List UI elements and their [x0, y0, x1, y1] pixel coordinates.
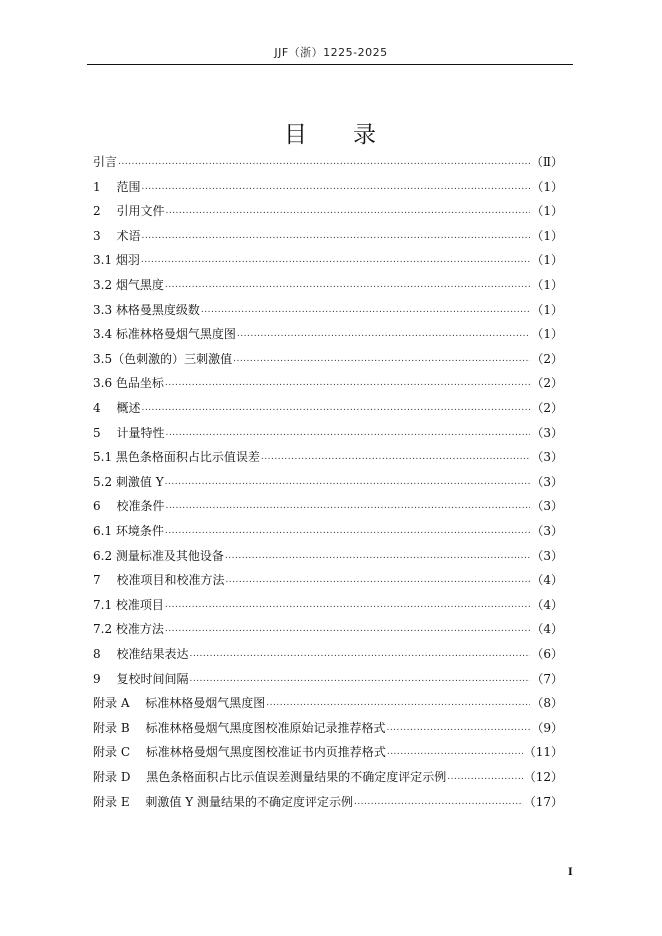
toc-entry-page: （1）	[531, 179, 563, 194]
toc-entry-label: 3.6 色品坐标	[93, 376, 164, 391]
toc-entry-label: 8 校准结果表达	[93, 647, 189, 661]
toc-entry-page: （Ⅱ）	[530, 155, 563, 169]
title-char-2: 录	[353, 122, 378, 148]
toc-leader-dots	[165, 373, 530, 393]
toc-entry-page: （11）	[523, 745, 563, 760]
toc-leader-dots	[165, 275, 530, 295]
toc-entry-label: 6.2 测量标准及其他设备	[93, 548, 224, 563]
toc-entry-page: （8）	[531, 696, 563, 711]
toc-entry[interactable]	[93, 177, 563, 197]
toc-entry[interactable]	[93, 570, 563, 590]
toc-entry[interactable]	[93, 792, 563, 812]
toc-entry[interactable]	[93, 669, 563, 689]
toc-leader-dots	[201, 300, 530, 320]
toc-entry[interactable]	[93, 718, 563, 738]
toc-leader-dots	[233, 349, 530, 369]
toc-entry-label: 2 引用文件	[93, 204, 165, 219]
toc-entry[interactable]	[93, 472, 563, 492]
toc-entry-label: 3.2 烟气黑度	[93, 278, 164, 292]
toc-leader-dots	[165, 521, 530, 541]
toc-entry[interactable]	[93, 521, 563, 541]
toc-entry[interactable]	[93, 619, 563, 639]
toc-leader-dots	[237, 324, 530, 344]
toc-leader-dots	[165, 496, 530, 516]
toc-entry-page: （4）	[531, 622, 563, 637]
toc-entry-label: 3.4 标准林格曼烟气黑度图	[93, 327, 236, 342]
toc-entry-label: 5 计量特性	[93, 425, 165, 440]
toc-leader-dots	[261, 447, 530, 467]
toc-entry[interactable]	[93, 398, 563, 418]
toc-entry[interactable]	[93, 373, 563, 393]
toc-leader-dots	[141, 398, 530, 418]
toc-entry-page: （2）	[531, 351, 563, 366]
toc-entry-page: （1）	[531, 327, 563, 342]
toc-entry-page: （4）	[531, 573, 563, 588]
toc-entry-page: （6）	[531, 647, 563, 661]
toc-leader-dots	[189, 644, 530, 664]
toc-entry-label: 9 复校时间间隔	[93, 671, 189, 686]
toc-entry[interactable]	[93, 275, 563, 295]
toc-entry[interactable]	[93, 767, 563, 787]
toc-entry-label: 6 校准条件	[93, 499, 165, 514]
toc-entry-page: （3）	[531, 474, 563, 489]
toc-entry-label: 6.1 环境条件	[93, 524, 164, 538]
toc-entry[interactable]	[93, 595, 563, 615]
header-divider	[87, 64, 573, 65]
toc-entry-label: 3.3 林格曼黑度级数	[93, 302, 200, 317]
toc-entry-page: （3）	[531, 524, 563, 538]
toc-entry-label: 7.2 校准方法	[93, 622, 164, 637]
toc-entry-page: （1）	[531, 204, 563, 219]
toc-entry-label: 7.1 校准项目	[93, 597, 164, 612]
toc-entry-page: （1）	[531, 228, 563, 243]
toc-entry-label: 3.5（色刺激的）三刺激值	[93, 351, 233, 366]
toc-leader-dots	[165, 595, 530, 615]
toc-entry-label: 4 概述	[93, 401, 141, 415]
toc-leader-dots	[225, 570, 530, 590]
toc-entry[interactable]	[93, 447, 563, 467]
toc-leader-dots	[165, 472, 531, 492]
toc-entry-page: （7）	[531, 671, 563, 686]
toc-entry-page: （2）	[531, 376, 563, 391]
toc-entry[interactable]	[93, 300, 563, 320]
toc-entry-label: 附录 B 标准林格曼烟气黑度图校准原始记录推荐格式	[93, 720, 386, 735]
toc-entry-page: （17）	[523, 794, 563, 809]
toc-leader-dots	[141, 226, 530, 246]
toc-entry-page: （3）	[531, 499, 563, 514]
toc-leader-dots	[387, 742, 523, 762]
document-code-header: JJF（浙）1225-2025	[274, 46, 388, 59]
toc-entry-label: 附录 D 黑色条格面积占比示值误差测量结果的不确定度评定示例	[93, 770, 447, 784]
toc-leader-dots	[141, 177, 530, 197]
toc-leader-dots	[266, 693, 530, 713]
toc-entry-label: 5.1 黑色条格面积占比示值误差	[93, 450, 260, 465]
toc-entry-label: 附录 E 刺激值 Y 测量结果的不确定度评定示例	[93, 794, 353, 809]
page-number: I	[568, 867, 573, 878]
toc-leader-dots	[118, 152, 530, 172]
toc-entry[interactable]	[93, 201, 563, 221]
page-title	[0, 116, 662, 149]
toc-entry[interactable]	[93, 324, 563, 344]
toc-entry-page: （1）	[531, 253, 563, 268]
toc-entry[interactable]	[93, 226, 563, 246]
toc-entry[interactable]	[93, 742, 563, 762]
toc-leader-dots	[354, 792, 523, 812]
toc-entry[interactable]	[93, 349, 563, 369]
toc-entry-label: 3.1 烟羽	[93, 253, 140, 268]
toc-leader-dots	[189, 669, 530, 689]
toc-entry-page: （12）	[523, 770, 563, 784]
toc-leader-dots	[165, 201, 530, 221]
toc-entry-label: 1 范围	[93, 179, 141, 194]
toc-entry[interactable]	[93, 423, 563, 443]
toc-leader-dots	[165, 423, 530, 443]
toc-entry-page: （3）	[531, 548, 563, 563]
toc-entry[interactable]	[93, 152, 563, 172]
toc-entry-page: （1）	[531, 302, 563, 317]
toc-entry-label: 5.2 刺激值 Y	[93, 474, 164, 489]
toc-leader-dots	[165, 619, 530, 639]
toc-entry-label: 引言	[93, 155, 118, 169]
toc-entry-page: （9）	[531, 720, 563, 735]
toc-entry-page: （3）	[531, 450, 563, 465]
toc-leader-dots	[225, 546, 530, 566]
toc-entry-label: 3 术语	[93, 228, 141, 243]
toc-entry-page: （3）	[531, 425, 563, 440]
toc-entry-label: 附录 C 标准林格曼烟气黑度图校准证书内页推荐格式	[93, 745, 386, 760]
toc-entry[interactable]	[93, 693, 563, 713]
toc-entry-page: （4）	[531, 597, 563, 612]
toc-entry[interactable]	[93, 496, 563, 516]
toc-entry-label: 7 校准项目和校准方法	[93, 573, 225, 588]
title-char-1: 目	[284, 122, 309, 148]
toc-leader-dots	[141, 250, 530, 270]
toc-leader-dots	[447, 767, 522, 787]
toc-entry[interactable]	[93, 546, 563, 566]
toc-entry-label: 附录 A 标准林格曼烟气黑度图	[93, 696, 266, 711]
toc-entry[interactable]	[93, 250, 563, 270]
toc-entry[interactable]	[93, 644, 563, 664]
toc-entry-page: （1）	[531, 278, 563, 292]
toc-leader-dots	[386, 718, 530, 738]
toc-entry-page: （2）	[531, 401, 563, 415]
